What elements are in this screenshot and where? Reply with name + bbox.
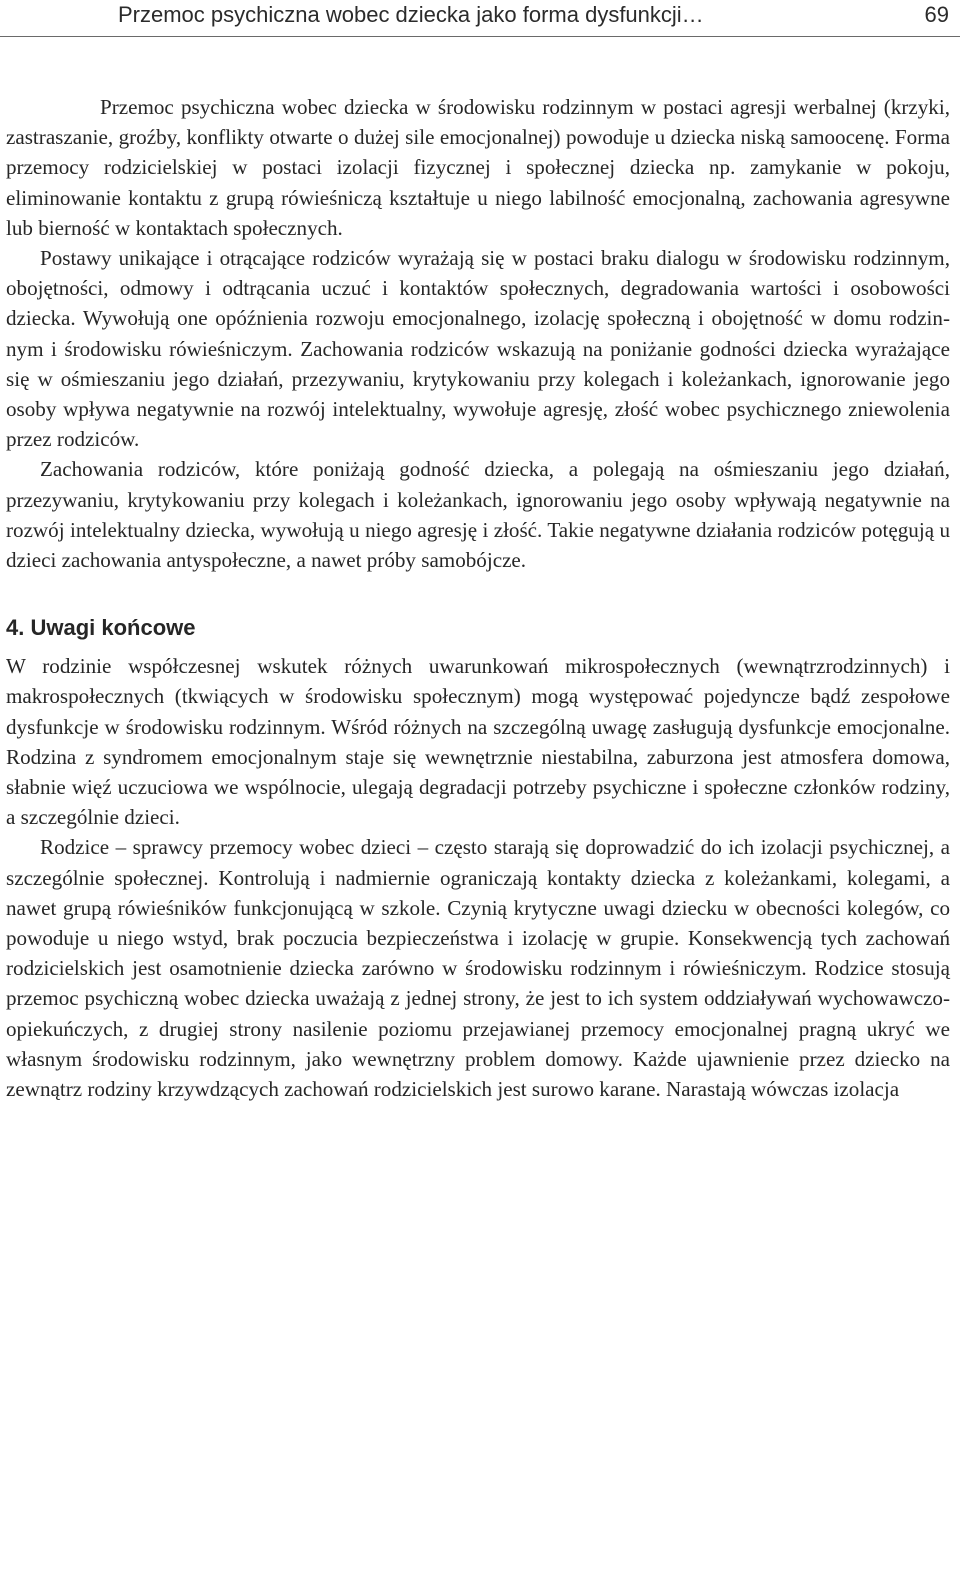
section-heading: 4. Uwagi końcowe: [6, 615, 196, 641]
page-number: 69: [924, 2, 949, 27]
page-body: [6, 92, 950, 1104]
paragraph: Zachowania rodziców, które poniżają godność dziecka, a polegają na ośmieszaniu jego działań, przezywaniu, krytykowaniu przy kolegach i koleżankach, ignorowaniu jego osoby wpływają negatywnie na rozwój intelektualny dziecka, wywołują u niego agresję i złość. Takie negatywne działania rodziców potęgują u dzieci zachowania antyspołeczne, a nawet próby samobójcze.: [6, 457, 950, 573]
paragraph: Postawy unikające i otrącające rodziców wyrażają się w postaci braku dialogu w środowisku rodzinnym, obojętności, odmowy i odtrącania uczuć i kontaktów społecznych, degradowania wartości i osobowości dziecka. Wywołują one opóźnienia rozwoju emocjonalnego, izolację społeczną i obojętność w domu rodzinnym i środowisku rówieśniczym. Zachowania rodziców wskazują na poniżanie godności dziecka wyrażające się w ośmieszaniu jego działań, przezywaniu, krytykowaniu przy kolegach i koleżankach, ignorowanie jego osoby wpływa negatywnie na rozwój intelektualny, wywołuje agresję, złość wobec psychicznego zniewolenia przez rodziców.: [6, 246, 950, 452]
running-header-title: Przemoc psychiczna wobec dziecka jako forma dysfunkcji…: [118, 2, 704, 27]
running-header: [0, 0, 960, 37]
paragraph: W rodzinie współczesnej wskutek różnych uwarunkowań mikrospołecznych (wewnątrzrodzinnych) i makrospołecznych (tkwiących w środowisku społecznym) mogą występować pojedyncze bądź zespołowe dysfunkcje w środowisku rodzinnym. Wśród różnych na szczególną uwagę zasługują dysfunkcje emocjonalne. Rodzina z syndromem emocjonalnym staje się wewnętrznie niestabilna, zaburzona jest atmosfera domowa, słabnie więź uczuciowa we wspólnocie, ulegają degradacji potrzeby psychiczne i społeczne członków rodziny, a szczególnie dzieci.: [6, 654, 950, 830]
paragraph: Przemoc psychiczna wobec dziecka w środowisku rodzinnym w postaci agresji werbalnej (krzyki, zastraszanie, groźby, konflikty otwarte o dużej sile emocjonalnej) powoduje u dziecka niską samoocenę. Forma przemocy rodzicielskiej w postaci izolacji fizycznej i społecznej dziecka np. zamykanie w pokoju, eliminowanie kontaktu z grupą rówieśniczą kształtuje u niego labilność emocjonalną, zachowania agresywne lub bierność w kontaktach społecznych.: [6, 95, 950, 240]
paragraph: Rodzice – sprawcy przemocy wobec dzieci – często starają się doprowadzić do ich izolacji psychicznej, a szczególnie społecznej. Kontrolują i nadmiernie ograniczają kontakty dziecka z koleżankami, kolegami, a nawet grupą rówieśników funkcjonującą w szkole. Czynią krytyczne uwagi dziecku w obecności kolegów, co powoduje u niego wstyd, brak poczucia bezpieczeństwa i izolację w grupie. Konsekwencją tych zachowań rodzicielskich jest osamotnienie dziecka zarówno w środowisku rodzinnym i rówieśniczym. Rodzice stosują przemoc psychiczną wobec dziecka uważają z jednej strony, że jest to ich system oddziaływań wychowawczo-opiekuńczych, z drugiej strony nasilenie poziomu przejawianej przemocy emocjonalnej pragną ukryć we własnym środowisku rodzinnym, jako wewnętrzny problem domowy. Każde ujawnienie przez dziecko na zewnątrz rodziny krzywdzących zachowań rodzicielskich jest surowo karane. Narastają wówczas izolacja: [6, 835, 950, 1102]
